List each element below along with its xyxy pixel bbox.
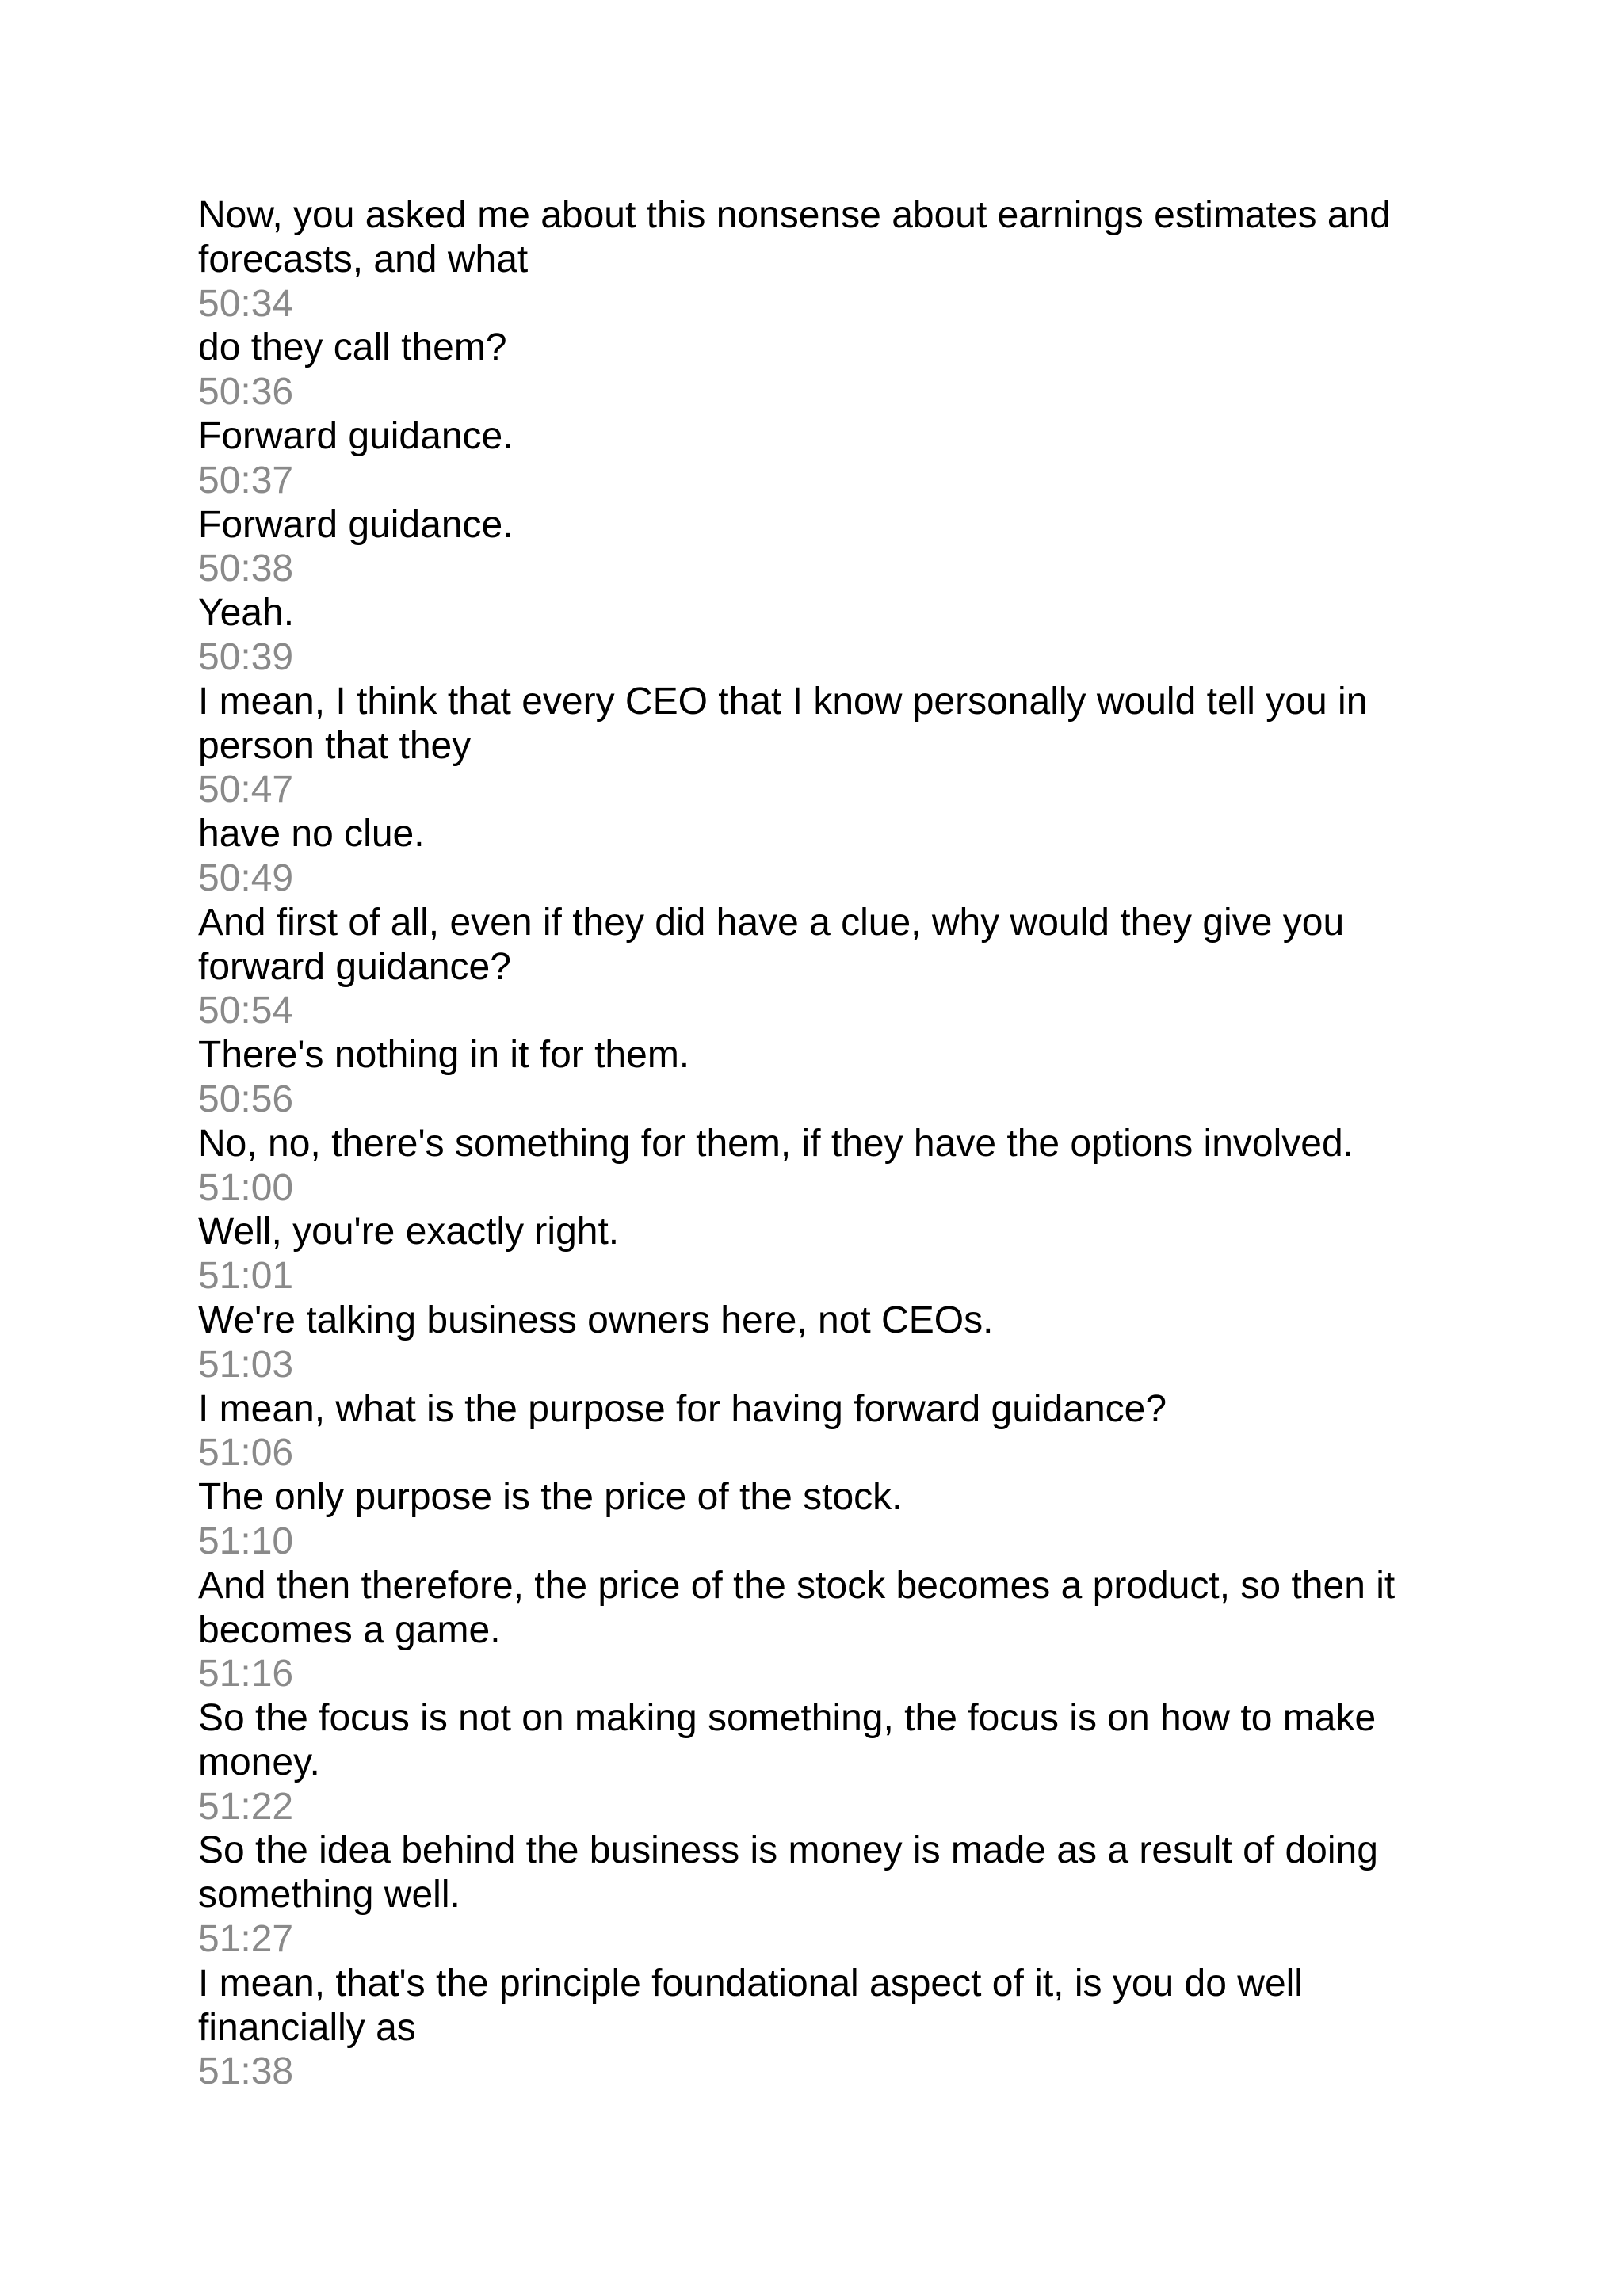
- timestamp: 50:39: [198, 635, 294, 678]
- transcript-entry: [198, 1299, 1434, 1387]
- transcript-entry: [198, 901, 1434, 1033]
- transcript-text-line: forward guidance?: [198, 945, 511, 988]
- timestamp: 50:34: [198, 282, 294, 325]
- transcript-entry: [198, 1033, 1434, 1122]
- transcript-text-line: No, no, there's something for them, if they have the options involved.: [198, 1122, 1354, 1165]
- transcript-entry: [198, 193, 1434, 326]
- transcript-text-line: I mean, that's the principle foundational aspect of it, is you do well: [198, 1962, 1303, 2004]
- timestamp: 51:01: [198, 1255, 294, 1298]
- transcript-text-line: There's nothing in it for them.: [198, 1034, 690, 1077]
- transcript-text-line: We're talking business owners here, not CEOs.: [198, 1299, 994, 1341]
- transcript-text-line: Forward guidance.: [198, 503, 514, 546]
- timestamp: 50:49: [198, 856, 294, 899]
- transcript-text-line: something well.: [198, 1874, 460, 1917]
- transcript-entry: [198, 1210, 1434, 1299]
- transcript-entry: [198, 326, 1434, 414]
- transcript-entry: [198, 414, 1434, 503]
- transcript-entry: [198, 1696, 1434, 1829]
- timestamp: 51:03: [198, 1343, 294, 1386]
- transcript-entry: [198, 503, 1434, 592]
- transcript-text-line: have no clue.: [198, 813, 425, 856]
- timestamp: 51:00: [198, 1166, 294, 1209]
- timestamp: 50:56: [198, 1077, 294, 1120]
- transcript-text-line: The only purpose is the price of the stock.: [198, 1476, 903, 1519]
- transcript-text-line: So the focus is not on making something, the focus is on how to make: [198, 1697, 1377, 1740]
- timestamp: 51:27: [198, 1918, 294, 1961]
- transcript-entry: [198, 1387, 1434, 1476]
- timestamp: 51:10: [198, 1520, 294, 1562]
- timestamp: 50:37: [198, 459, 294, 502]
- transcript-text-line: person that they: [198, 724, 472, 767]
- transcript-text-line: So the idea behind the business is money is made as a result of doing: [198, 1829, 1378, 1872]
- transcript-text-line: Yeah.: [198, 592, 295, 635]
- timestamp: 50:38: [198, 547, 294, 590]
- timestamp: 51:06: [198, 1432, 294, 1474]
- transcript-entry: [198, 812, 1434, 901]
- transcript-text-line: Well, you're exactly right.: [198, 1211, 620, 1253]
- transcript-text-line: Now, you asked me about this nonsense about earnings estimates and: [198, 194, 1391, 236]
- transcript-text-line: Forward guidance.: [198, 414, 514, 457]
- transcript-text-line: And first of all, even if they did have a clue, why would they give you: [198, 901, 1345, 944]
- transcript-entry: [198, 1962, 1434, 2094]
- transcript-text-line: forecasts, and what: [198, 238, 529, 280]
- transcript-text-line: financially as: [198, 2006, 416, 2049]
- timestamp: 51:16: [198, 1653, 294, 1695]
- transcript-text-line: And then therefore, the price of the stock becomes a product, so then it: [198, 1564, 1396, 1607]
- transcript-text-line: I mean, I think that every CEO that I know personally would tell you in: [198, 680, 1368, 723]
- transcript-text-line: do they call them?: [198, 326, 507, 369]
- transcript-text-line: becomes a game.: [198, 1608, 501, 1651]
- transcript-text-line: I mean, what is the purpose for having forward guidance?: [198, 1387, 1167, 1430]
- transcript-entry: [198, 1564, 1434, 1696]
- timestamp: 51:22: [198, 1785, 294, 1828]
- timestamp: 50:54: [198, 990, 294, 1032]
- transcript-entry: [198, 680, 1434, 812]
- transcript-entry: [198, 1122, 1434, 1211]
- transcript-entry: [198, 1829, 1434, 1961]
- transcript-entry: [198, 591, 1434, 680]
- transcript-page: [198, 193, 1434, 2094]
- transcript-text-line: money.: [198, 1741, 320, 1783]
- transcript-entry: [198, 1475, 1434, 1564]
- timestamp: 50:47: [198, 769, 294, 811]
- timestamp: 50:36: [198, 371, 294, 414]
- timestamp: 51:38: [198, 2050, 294, 2093]
